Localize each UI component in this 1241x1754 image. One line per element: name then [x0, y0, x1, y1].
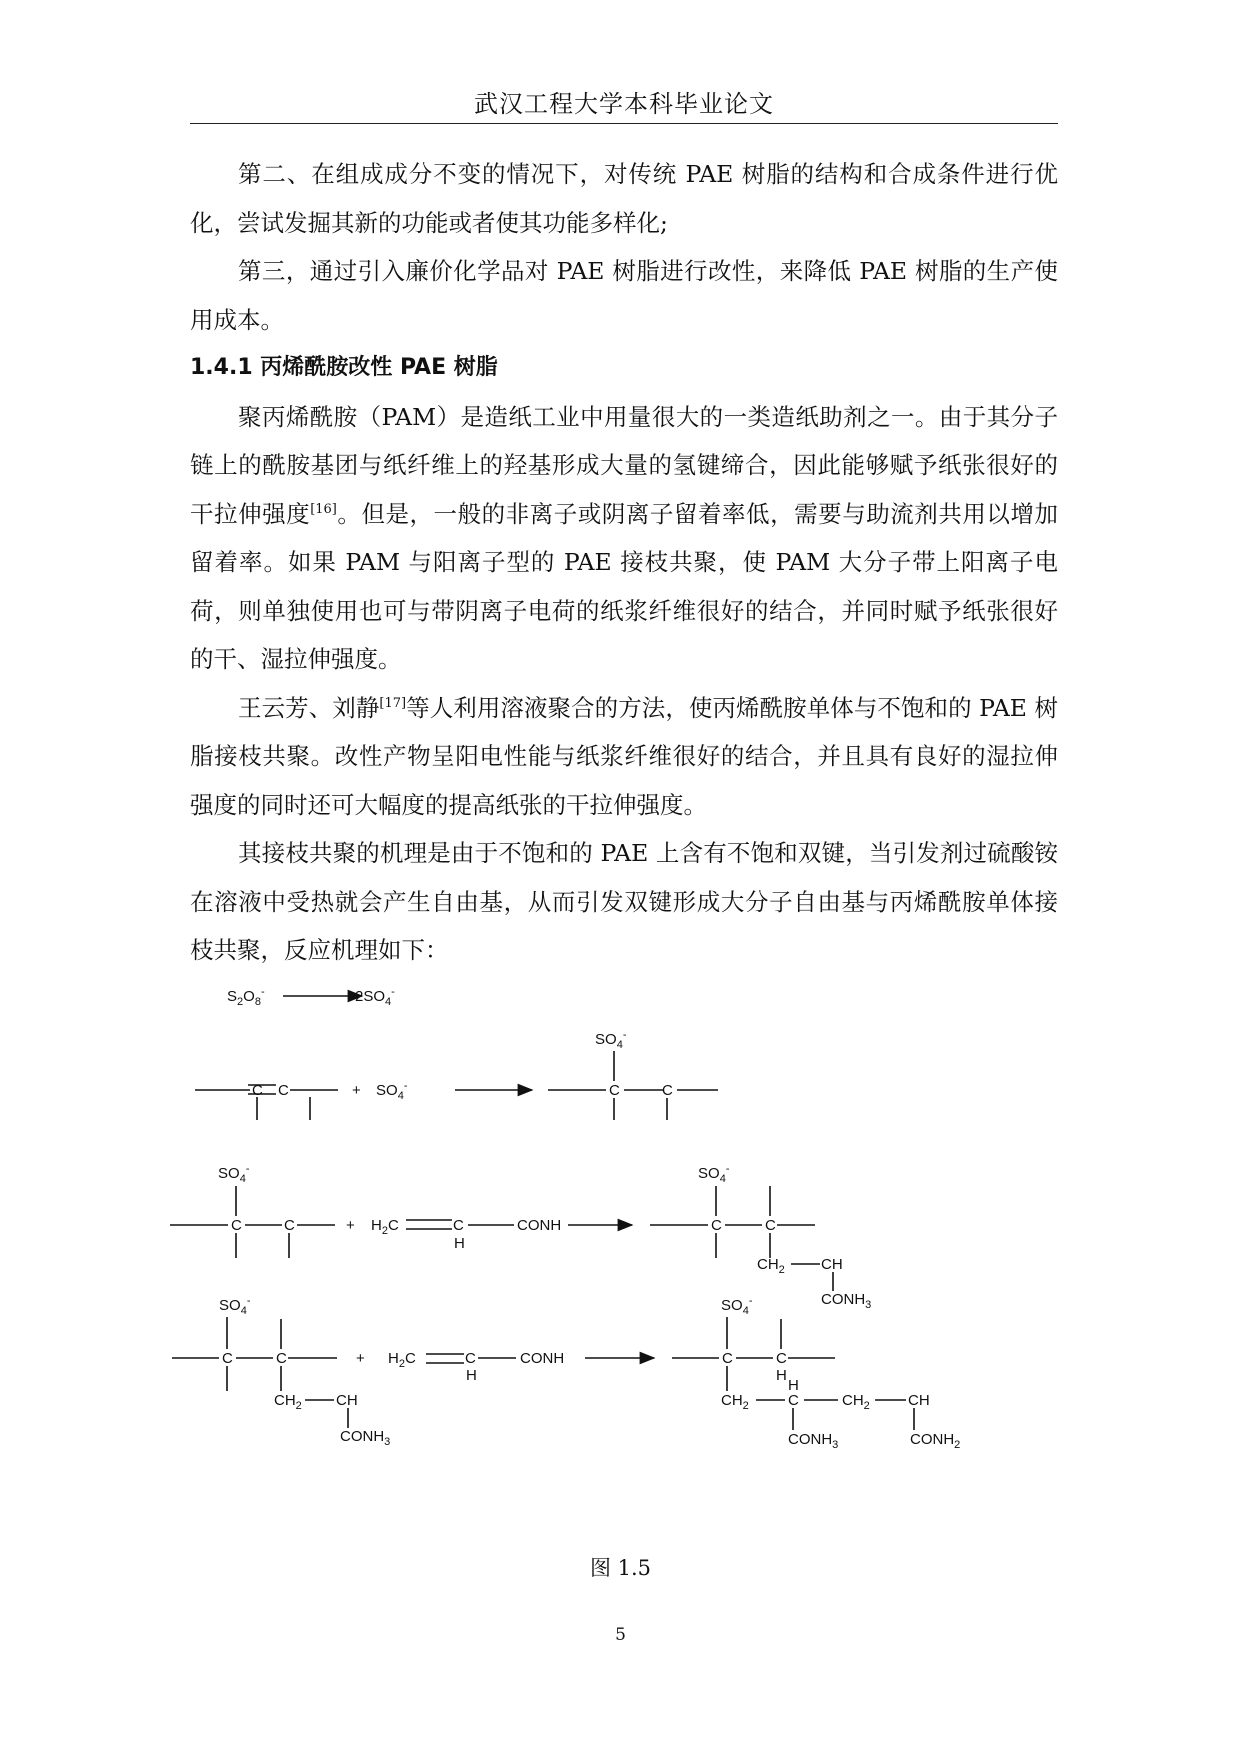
figure-caption: 图 1.5	[589, 1556, 652, 1580]
methylene-label: $CH_2$	[842, 1392, 870, 1412]
carbon-label: C	[465, 1350, 476, 1367]
sulfate-group-label: $SO_4^-$	[218, 1163, 250, 1185]
methine-label: CH	[908, 1392, 930, 1409]
carbon-label: C	[711, 1217, 722, 1234]
methylene-label: $H_2C$	[388, 1350, 416, 1370]
amide-label: CONH	[520, 1350, 565, 1367]
header-rule	[190, 123, 1058, 124]
paragraph-wang	[190, 684, 1058, 830]
persulfate-label: $S_2O_8^-$	[227, 986, 265, 1008]
carbon-label: C	[788, 1392, 799, 1409]
carbon-label: C	[776, 1350, 787, 1367]
body-text	[190, 150, 1058, 975]
amide-group-label: $CONH_2$	[910, 1431, 961, 1451]
paragraph-third-point: 第三，通过引入廉价化学品对 PAE 树脂进行改性，来降低 PAE 树脂的生产使用成本。	[190, 257, 1058, 334]
carbon-label: C	[722, 1350, 733, 1367]
paragraph-pam	[190, 393, 1058, 684]
page-number: 5	[615, 1625, 626, 1645]
hydrogen-label: H	[466, 1367, 477, 1384]
hydrogen-label: H	[776, 1367, 787, 1384]
hydrogen-label: H	[788, 1377, 799, 1394]
amide-group-label: $CONH_3$	[821, 1291, 872, 1311]
sulfate-radical-product: $2SO_4^-$	[355, 986, 395, 1008]
carbon-label: C	[252, 1082, 263, 1099]
carbon-label: C	[453, 1217, 464, 1234]
methylene-label: $CH_2$	[274, 1392, 302, 1412]
amide-label: CONH	[517, 1217, 562, 1234]
sulfate-group-label: $SO_4^-$	[721, 1295, 753, 1317]
amide-group-label: $CONH_3$	[788, 1431, 839, 1451]
paragraph-mechanism: 其接枝共聚的机理是由于不饱和的 PAE 上含有不饱和双键，当引发剂过硫酸铵在溶液中受热就会产生自由基，从而引发双键形成大分子自由基与丙烯酰胺单体接枝共聚，反应机理如下：	[190, 839, 1058, 964]
hydrogen-label: H	[454, 1235, 465, 1252]
wang-text-start: 王云芳、刘静	[238, 693, 380, 722]
plus-sign: +	[356, 1350, 365, 1367]
methylene-label: $CH_2$	[721, 1392, 749, 1412]
carbon-label: C	[222, 1350, 233, 1367]
paragraph-second-point: 第二、在组成成分不变的情况下，对传统 PAE 树脂的结构和合成条件进行优化，尝试发掘其新的功能或者使其功能多样化;	[190, 160, 1058, 237]
sulfate-group-label: $SO_4^-$	[219, 1295, 251, 1317]
citation-16: [16]	[310, 501, 337, 517]
methylene-label: $H_2C$	[371, 1217, 399, 1237]
sulfate-group-label: $SO_4^-$	[595, 1029, 627, 1051]
carbon-label: C	[278, 1082, 289, 1099]
citation-17: [17]	[379, 695, 407, 711]
pam-text-start: 聚丙烯酰胺（PAM）是造纸工业中用量很大的一类造纸助剂之一。由于其分子链上的酰胺基团与纸纤维上的羟基形成大量的氢键缔合，因此能够赋予纸张很好的干拉伸强度	[190, 402, 1058, 528]
plus-sign: +	[352, 1082, 361, 1099]
methine-label: CH	[336, 1392, 358, 1409]
carbon-label: C	[662, 1082, 673, 1099]
carbon-label: C	[231, 1217, 242, 1234]
section-heading: 1.4.1 丙烯酰胺改性 PAE 树脂	[190, 355, 498, 380]
plus-sign: +	[346, 1217, 355, 1234]
pam-text-end: 。但是，一般的非离子或阴离子留着率低，需要与助流剂共用以增加留着率。如果 PAM 与阳离子型的 PAE 接枝共聚，使 PAM 大分子带上阳离子电荷，则单独使用也可与带阴离子电荷的纸浆纤维很好的结合，并同时赋予纸张很好的干、湿拉伸强度。	[190, 499, 1058, 673]
carbon-label: C	[276, 1350, 287, 1367]
wang-text-end: 等人利用溶液聚合的方法，使丙烯酰胺单体与不饱和的 PAE 树脂接枝共聚。改性产物呈阳电性能与纸浆纤维很好的结合，并且具有良好的湿拉伸强度的同时还可大幅度的提高纸张的干拉伸强度。	[190, 693, 1058, 819]
running-header: 武汉工程大学本科毕业论文	[474, 90, 774, 118]
reaction-mechanism-diagram	[170, 968, 1100, 1508]
carbon-label: C	[284, 1217, 295, 1234]
carbon-label: C	[765, 1217, 776, 1234]
amide-group-label: $CONH_3$	[340, 1428, 391, 1448]
sulfate-radical-label: $SO_4^-$	[376, 1080, 408, 1102]
methine-label: CH	[821, 1256, 843, 1273]
carbon-label: C	[609, 1082, 620, 1099]
methylene-label: $CH_2$	[757, 1256, 785, 1276]
sulfate-group-label: $SO_4^-$	[698, 1163, 730, 1185]
